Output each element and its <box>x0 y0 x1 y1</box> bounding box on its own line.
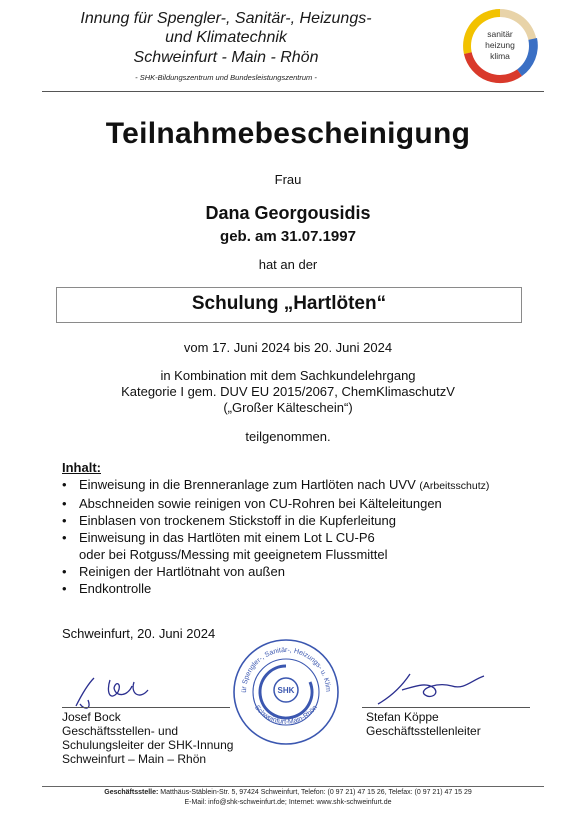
footer-divider <box>42 786 544 787</box>
guild-seal-stamp <box>230 636 342 748</box>
footer-contact: E-Mail: info@shk-schweinfurt.de; Internet: www.shk-schweinfurt.de <box>184 799 392 806</box>
seal-center-text: SHK <box>277 686 295 695</box>
signatory-right-role-1: Geschäftsstellenleiter <box>366 724 481 738</box>
birth-date: geb. am 31.07.1997 <box>220 228 356 245</box>
bullet-icon: • <box>62 530 67 545</box>
svg-text:Schweinfurt-Main-Rhön <box>253 704 319 726</box>
intro-text: hat an der <box>258 257 318 272</box>
list-item <box>62 495 542 512</box>
signatory-left-name: Josef Bock <box>62 710 121 724</box>
item-text: Einweisung in das Hartlöten mit einem Lot L CU-P6 <box>79 530 375 545</box>
logo-word-3: klima <box>490 51 510 61</box>
bullet-icon: • <box>62 564 67 579</box>
item-note: (Arbeitsschutz) <box>419 480 490 492</box>
logo-word-1: sanitär <box>487 29 513 39</box>
list-item <box>62 512 542 529</box>
signatory-left-role-2: Schulungsleiter der SHK-Innung <box>62 738 234 752</box>
footer-line-1: Matthäus-Stäblein-Str. 5, 97424 Schweinfurt, Telefon: (0 97 21) 47 15 26, Telefax: (0 97 21) 47 15 29 <box>160 789 472 796</box>
list-item <box>62 529 542 563</box>
signature-line-left <box>62 707 230 708</box>
bullet-icon: • <box>62 477 67 492</box>
footer-address <box>0 789 576 796</box>
list-item <box>62 476 542 495</box>
document-title: Teilnahmebescheinigung <box>105 117 471 150</box>
item-text: Endkontrolle <box>79 581 152 596</box>
header-line-1: Innung für Spengler-, Sanitär-, Heizungs- <box>80 10 372 27</box>
contents-heading: Inhalt: <box>62 460 101 475</box>
course-period: vom 17. Juni 2024 bis 20. Juni 2024 <box>183 340 393 355</box>
header-line-3: Schweinfurt - Main - Rhön <box>133 49 319 66</box>
list-item <box>62 563 542 580</box>
outro-text: teilgenommen. <box>245 429 331 444</box>
list-item <box>62 580 542 597</box>
salutation: Frau <box>274 172 302 187</box>
combination-line-2: Kategorie I gem. DUV EU 2015/2067, ChemKlimaschutzV <box>121 384 455 399</box>
bullet-icon: • <box>62 496 67 511</box>
bullet-icon: • <box>62 581 67 596</box>
item-text-continued: oder bei Rotguss/Messing mit geeignetem Flussmittel <box>79 547 388 562</box>
item-text: Abschneiden sowie reinigen von CU-Rohren bei Kälteleitungen <box>79 496 442 511</box>
contents-list <box>62 476 542 597</box>
header-divider <box>42 91 544 92</box>
signatory-left-role-3: Schweinfurt – Main – Rhön <box>62 752 207 766</box>
course-title: Schulung „Hartlöten“ <box>191 293 387 314</box>
bullet-icon: • <box>62 513 67 528</box>
item-text: Reinigen der Hartlötnaht von außen <box>79 564 285 579</box>
logo-word-2: heizung <box>485 40 515 50</box>
signatory-left-role-1: Geschäftsstellen- und <box>62 724 179 738</box>
seal-ring-text: ür Spengler-, Sanitär-, Heizungs- u. Klim <box>240 646 332 693</box>
signatory-right <box>366 710 481 738</box>
signatory-left <box>62 710 233 766</box>
footer-label: Geschäftsstelle: <box>104 789 159 796</box>
item-text: Einweisung in die Brenneranlage zum Hartlöten nach UVV <box>79 477 416 492</box>
header-line-2: und Klimatechnik <box>165 29 287 46</box>
signature-left <box>70 670 170 712</box>
combination-line-1: in Kombination mit dem Sachkundelehrgang <box>160 368 416 383</box>
item-text: Einblasen von trockenem Stickstoff in die Kupferleitung <box>79 513 396 528</box>
signature-line-right <box>362 707 530 708</box>
combination-line-3: („Großer Kälteschein“) <box>223 400 353 415</box>
signature-right <box>372 668 492 712</box>
shk-logo <box>462 8 538 84</box>
place-date: Schweinfurt, 20. Juni 2024 <box>62 626 216 641</box>
participant-name: Dana Georgousidis <box>205 203 371 223</box>
header-subline: - SHK-Bildungszentrum und Bundesleistungszentrum - <box>135 73 317 82</box>
signatory-right-name: Stefan Köppe <box>366 710 439 724</box>
seal-bottom-text: Schweinfurt-Main-Rhön <box>253 704 319 726</box>
